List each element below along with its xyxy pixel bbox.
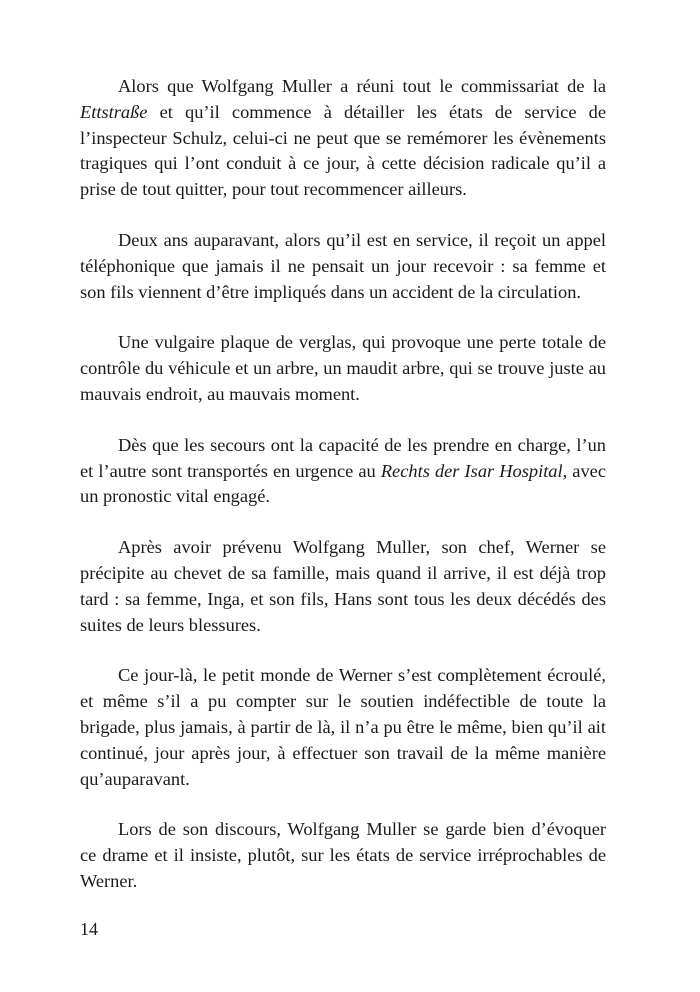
paragraph-2: Deux ans auparavant, alors qu’il est en service, il reçoit un appel téléphonique que jamais il ne pensait un jour recevoir : sa femme et son fils viennent d’être impliqués dans un accident de la circulation. — [80, 229, 606, 302]
page-number: 14 — [80, 919, 98, 939]
paragraph-1-text-start: Alors que Wolfgang Muller a réuni tout le commissariat de la — [118, 76, 606, 96]
paragraph-5: Après avoir prévenu Wolfgang Muller, son chef, Werner se précipite au chevet de sa famille, mais quand il arrive, il est déjà trop tard : sa femme, Inga, et son fils, Hans sont tous les deux décédés des suites de leurs blessures. — [80, 537, 606, 635]
paragraph-1-text-end: et qu’il commence à détailler les états de service de l’inspecteur Schulz, celui-ci ne peut que se remémorer les évènements tragiques qui l’ont conduit à ce jour, à cette décision radicale qu’il a prise de tout quitter, pour tout recommencer ailleurs. — [80, 101, 606, 200]
paragraph-6: Ce jour-là, le petit monde de Werner s’est complètement écroulé, et même s’il a pu compter sur le soutien indéfectible de toute la brigade, plus jamais, à partir de là, il n’a pu être le même, bien qu’il ait continué, jour après jour, à effectuer son travail de la même manière qu’auparavant. — [80, 665, 606, 789]
street-name-italic: Ettstraße — [80, 101, 148, 122]
paragraph-4-text-end: , avec un pronostic vital engagé. — [80, 460, 606, 507]
hospital-name-italic: Rechts der Isar Hospital — [380, 460, 563, 481]
paragraph-4-text-start: Dès que les secours ont la capacité de les prendre en charge, l’un et l’autre sont transportés en urgence au — [80, 434, 606, 481]
paragraph-4 — [80, 433, 606, 510]
paragraph-7: Lors de son discours, Wolfgang Muller se garde bien d’évoquer ce drame et il insiste, plutôt, sur les états de service irréprochables de Werner. — [80, 819, 606, 891]
body-text — [80, 74, 606, 920]
paragraph-1 — [80, 74, 606, 203]
paragraph-3: Une vulgaire plaque de verglas, qui provoque une perte totale de contrôle du véhicule et un arbre, un maudit arbre, qui se trouve juste au mauvais endroit, au mauvais moment. — [80, 332, 606, 404]
